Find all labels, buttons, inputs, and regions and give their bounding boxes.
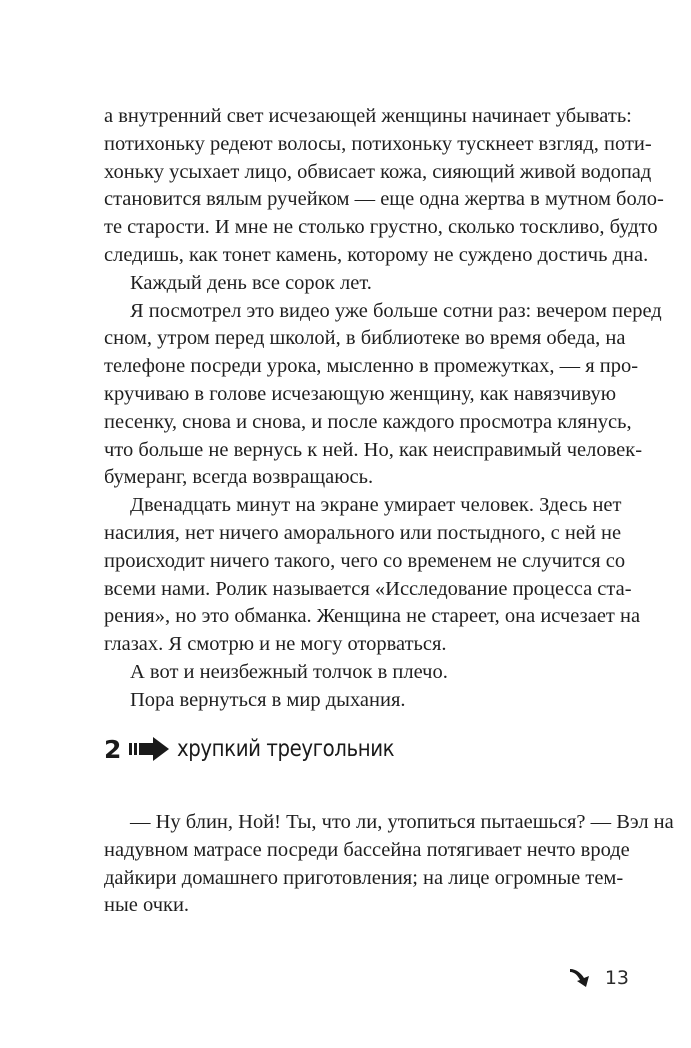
text-line: телефоне посреди урока, мысленно в промежутках, — я про- (104, 355, 639, 378)
text-line: надувном матрасе посреди бассейна потягивает нечто вроде (104, 838, 630, 861)
text-line: хоньку усыхает лицо, обвисает кожа, сияющий живой водопад (104, 160, 652, 183)
text-line: Я посмотрел это видео уже больше сотни раз: вечером перед (130, 299, 662, 322)
text-line: происходит ничего такого, чего со временем не случится со (104, 549, 626, 572)
text-line: А вот и неизбежный толчок в плечо. (130, 660, 448, 683)
text-line: что больше не вернусь к ней. Но, как неисправимый человек- (104, 438, 643, 461)
text-line: а внутренний свет исчезающей женщины начинает убывать: (104, 105, 632, 127)
chapter-title: хрупкий треугольник (177, 736, 395, 762)
chapter-heading (104, 733, 430, 765)
text-line: сном, утром перед школой, в библиотеке во время обеда, на (104, 327, 626, 350)
text-line: бумеранг, всегда возвращаюсь. (104, 466, 374, 489)
text-line: Пора вернуться в мир дыхания. (130, 688, 406, 711)
text-line: насилия, нет ничего аморального или постыдного, с ней не (104, 521, 622, 544)
chapter-number: 2 (104, 734, 122, 764)
text-line: всеми нами. Ролик называется «Исследование процесса ста- (104, 577, 632, 600)
text-line: кручиваю в голове исчезающую женщину, как навязчивую (104, 382, 617, 405)
text-line: те старости. И мне не столько грустно, сколько тоскливо, будто (104, 216, 658, 239)
text-line: — Ну блин, Ной! Ты, что ли, утопиться пытаешься? — Вэл на (130, 811, 674, 833)
body-text-part-1 (104, 103, 664, 715)
text-line: Двенадцать минут на экране умирает человек. Здесь нет (130, 494, 622, 517)
page-number: 13 (604, 967, 629, 989)
text-line: дайкири домашнего приготовления; на лице огромные тем- (104, 866, 624, 889)
text-line: ные очки. (104, 894, 190, 917)
text-line: рения», но это обманка. Женщина не стареет, она исчезает на (104, 605, 641, 628)
text-line: потихоньку редеют волосы, потихоньку тускнеет взгляд, поти- (104, 132, 652, 155)
arrow-right-icon (129, 737, 169, 761)
text-line: песенку, снова и снова, и после каждого просмотра клянусь, (104, 410, 632, 433)
text-line: глазах. Я смотрю и не могу оторваться. (104, 633, 447, 656)
text-line: становится вялым ручейком — еще одна жертва в мутном боло- (104, 188, 664, 211)
text-line: Каждый день все сорок лет. (130, 271, 372, 294)
page-footer (569, 967, 629, 989)
body-text-part-2 (104, 809, 674, 920)
text-line: следишь, как тонет камень, которому не суждено достичь дна. (104, 243, 649, 266)
curved-arrow-icon (569, 968, 591, 988)
